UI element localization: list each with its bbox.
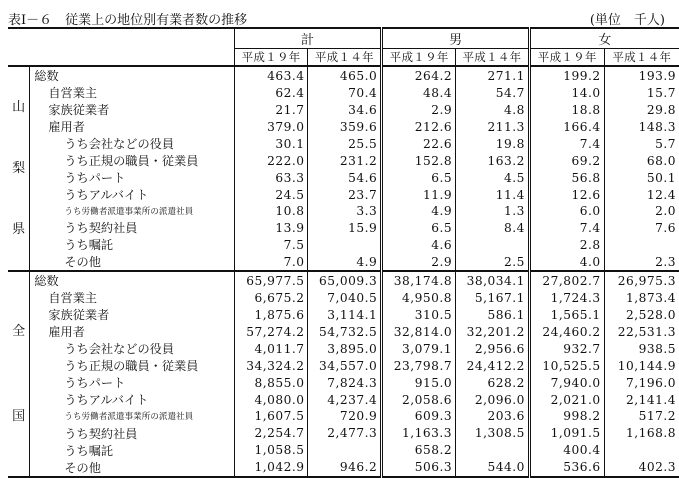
table-cell: 7.4 [529,135,604,152]
row-label: うち会社などの役員 [30,340,234,357]
table-cell: 6.5 [382,169,456,186]
table-body [8,66,679,477]
table-cell: 10,525.5 [529,357,604,374]
table-row [8,186,679,203]
table-cell: 10,144.9 [617,358,676,373]
region-char: 全 [12,323,26,339]
year-header: 平成１９年 [234,49,308,67]
table-cell: 11.4 [495,187,525,202]
region-char: 県 [12,222,26,238]
row-label: うち労働者派遣事業所の派遣社員 [30,203,234,219]
table-cell: 24,460.2 [529,323,604,340]
table-cell: 27,802.7 [529,271,604,289]
table-cell: 536.6 [529,459,604,477]
table-row [8,289,679,306]
table-cell: 34,324.2 [234,357,308,374]
table-cell: 62.4 [234,84,308,101]
table-cell: 938.5 [638,341,676,356]
table-cell: 34.6 [348,102,378,117]
table-cell: 506.3 [382,459,456,477]
table-cell: 465.0 [308,66,382,84]
table-cell: 463.4 [234,66,308,84]
table-cell: 54,732.5 [319,324,378,339]
table-row [8,169,679,186]
table-cell: 1.3 [503,204,525,219]
table-cell: 152.8 [382,152,456,169]
table-cell: 32,814.0 [382,323,456,340]
table-cell: 3.3 [356,204,378,219]
table-cell: 7.4 [529,219,604,236]
table-cell: 658.2 [382,442,456,459]
table-cell: 24,412.2 [466,358,525,373]
table-cell: 1,873.4 [625,290,676,305]
table-cell [456,236,530,253]
table-cell: 231.2 [339,153,378,168]
table-cell: 14.0 [529,84,604,101]
year-header: 平成１９年 [382,49,456,67]
year-header: 平成１４年 [314,50,374,64]
table-row [8,323,679,340]
table-cell: 8,855.0 [234,374,308,391]
table-cell: 1,607.5 [234,408,308,424]
employment-table [8,27,679,478]
row-label: その他 [30,253,234,271]
table-cell: 34,557.0 [319,358,378,373]
row-label: うちパート [30,169,234,186]
table-cell: 56.8 [529,169,604,186]
table-cell: 3,079.1 [382,340,456,357]
table-cell: 2,021.0 [529,391,604,408]
table-cell: 48.4 [382,84,456,101]
table-cell: 2.0 [655,204,676,219]
table-cell: 15.7 [646,85,676,100]
table-cell: 1,091.5 [529,425,604,442]
row-label: 雇用者 [30,323,234,340]
group-header-female: 女 [529,28,679,49]
table-cell: 163.2 [487,153,525,168]
table-row [8,66,679,84]
table-cell: 22,531.3 [617,324,676,339]
table-cell: 24.5 [234,186,308,203]
table-cell: 1,724.3 [529,289,604,306]
table-cell: 4.0 [529,253,604,271]
table-cell: 12.6 [529,186,604,203]
table-cell: 2.9 [382,101,456,118]
corner-cell [8,28,234,66]
row-label: 自営業主 [30,84,234,101]
table-cell: 13.9 [234,219,308,236]
region-label [8,271,30,476]
table-cell: 63.3 [234,169,308,186]
row-label: 総数 [30,66,234,84]
table-cell: 3,114.1 [327,307,378,322]
table-cell: 1,042.9 [234,459,308,477]
row-label: 雇用者 [30,118,234,135]
table-cell: 23,798.7 [382,357,456,374]
table-cell: 57,274.2 [234,323,308,340]
table-cell: 946.2 [308,459,382,477]
region-char: 国 [12,408,26,424]
table-cell: 11.9 [382,186,456,203]
year-header: 平成１４年 [612,50,672,64]
table-cell: 1,565.1 [529,306,604,323]
row-label: うちアルバイト [30,391,234,408]
table-row [8,236,679,253]
table-row [8,408,679,424]
table-cell: 2,058.6 [382,391,456,408]
row-label: うち正規の職員・従業員 [30,152,234,169]
table-cell: 586.1 [487,307,525,322]
table-cell: 4,011.7 [234,340,308,357]
table-row [8,135,679,152]
table-cell: 720.9 [339,409,378,424]
row-label: 家族従業者 [30,101,234,118]
table-cell: 148.3 [638,119,676,134]
group-header-total: 計 [234,28,382,49]
table-cell: 65,009.3 [308,271,382,289]
table-cell: 7.0 [234,253,308,271]
table-cell: 22.6 [382,135,456,152]
table-cell: 2.9 [382,253,456,271]
table-cell: 400.4 [529,442,604,459]
table-cell: 7,824.3 [327,375,378,390]
table-cell: 359.6 [339,119,378,134]
table-cell: 932.7 [529,340,604,357]
table-cell: 30.1 [234,135,308,152]
row-label: うち正規の職員・従業員 [30,357,234,374]
table-row [8,425,679,442]
table-cell: 3,895.0 [327,341,378,356]
table-cell: 2,254.7 [234,425,308,442]
row-label: うち会社などの役員 [30,135,234,152]
table-cell: 4.5 [503,170,525,185]
table-cell: 32,201.2 [466,324,525,339]
row-label: 家族従業者 [30,306,234,323]
table-cell: 7,940.0 [529,374,604,391]
table-cell: 8.4 [503,220,525,235]
table-cell: 609.3 [382,408,456,424]
table-cell: 38,174.8 [382,271,456,289]
table-cell: 23.7 [348,187,378,202]
table-cell: 4.6 [382,236,456,253]
table-cell: 12.4 [646,187,676,202]
table-row [8,357,679,374]
table-cell: 1,168.8 [625,426,676,441]
table-cell: 402.3 [604,459,679,477]
table-cell: 310.5 [382,306,456,323]
table-cell: 222.0 [234,152,308,169]
table-cell: 7,040.5 [327,290,378,305]
table-cell: 69.2 [529,152,604,169]
table-cell: 212.6 [382,118,456,135]
table-cell: 2.3 [655,254,676,269]
table-row [8,442,679,459]
table-cell: 4,950.8 [382,289,456,306]
table-row [8,253,679,271]
table-cell: 2,096.0 [474,392,525,407]
table-cell: 517.2 [638,409,676,424]
table-cell: 25.5 [348,136,378,151]
table-cell: 203.6 [487,409,525,424]
row-label: うち嘱託 [30,236,234,253]
table-cell: 6.5 [382,219,456,236]
table-cell: 29.8 [646,102,676,117]
table-row [8,459,679,477]
row-label: うちパート [30,374,234,391]
table-cell [604,236,679,253]
table-cell: 70.4 [348,85,378,100]
table-cell: 19.8 [495,136,525,151]
unit-label: (単位 千人) [589,13,665,28]
table-row [8,340,679,357]
region-label [8,66,30,271]
table-cell: 38,034.1 [456,271,530,289]
table-cell [308,236,382,253]
region-char: 山 [12,100,26,116]
table-cell: 4,080.0 [234,391,308,408]
table-cell: 264.2 [382,66,456,84]
table-cell: 5.7 [655,136,676,151]
table-row [8,84,679,101]
table-row [8,203,679,219]
table-cell: 26,975.3 [604,271,679,289]
table-cell: 2.5 [503,254,525,269]
table-row [8,374,679,391]
table-cell: 7.6 [655,220,676,235]
table-cell: 7,196.0 [625,375,676,390]
table-cell [456,442,530,459]
table-cell: 379.0 [234,118,308,135]
table-cell: 54.6 [348,170,378,185]
table-cell: 10.8 [234,203,308,219]
table-cell [308,442,382,459]
table-cell: 4.9 [382,203,456,219]
table-cell: 6.0 [529,203,604,219]
year-header: 平成１９年 [529,49,604,67]
table-cell: 2,528.0 [625,307,676,322]
table-cell: 21.7 [234,101,308,118]
table-row [8,118,679,135]
table-cell: 628.2 [487,375,525,390]
table-row [8,152,679,169]
group-header-male: 男 [382,28,530,49]
table-cell: 1,058.5 [234,442,308,459]
table-row [8,271,679,289]
row-label: うち契約社員 [30,219,234,236]
table-cell: 6,675.2 [234,289,308,306]
row-label: 自営業主 [30,289,234,306]
table-cell: 544.0 [456,459,530,477]
table-cell: 54.7 [495,85,525,100]
row-label: 総数 [30,271,234,289]
table-row [8,306,679,323]
table-cell: 2,141.4 [625,392,676,407]
table-cell: 2.8 [529,236,604,253]
table-cell: 4.8 [503,102,525,117]
table-row [8,391,679,408]
table-cell: 915.0 [382,374,456,391]
table-cell: 1,875.6 [234,306,308,323]
table-cell: 15.9 [348,220,378,235]
table-cell: 7.5 [234,236,308,253]
table-cell: 18.8 [529,101,604,118]
table-row [8,101,679,118]
row-label: その他 [30,459,234,477]
table-cell: 271.1 [456,66,530,84]
row-label: うち労働者派遣事業所の派遣社員 [30,408,234,424]
table-cell: 50.1 [646,170,676,185]
table-row [8,219,679,236]
table-cell: 998.2 [529,408,604,424]
table-cell: 1,308.5 [474,426,525,441]
table-cell: 166.4 [529,118,604,135]
table-cell: 2,477.3 [327,426,378,441]
table-cell: 4.9 [356,254,378,269]
table-cell: 199.2 [529,66,604,84]
year-header: 平成１４年 [462,50,522,64]
table-cell: 2,956.6 [474,341,525,356]
table-cell: 193.9 [604,66,679,84]
table-cell: 5,167.1 [474,290,525,305]
row-label: うち契約社員 [30,425,234,442]
row-label: うち嘱託 [30,442,234,459]
table-cell: 65,977.5 [234,271,308,289]
row-label: うちアルバイト [30,186,234,203]
region-char: 梨 [12,161,26,177]
table-title: 表Ⅰ－６ 従業上の地位別有業者数の推移 [8,13,248,28]
table-cell: 1,163.3 [382,425,456,442]
table-cell: 4,237.4 [327,392,378,407]
table-cell: 211.3 [487,119,525,134]
table-cell [604,442,679,459]
table-cell: 68.0 [646,153,676,168]
